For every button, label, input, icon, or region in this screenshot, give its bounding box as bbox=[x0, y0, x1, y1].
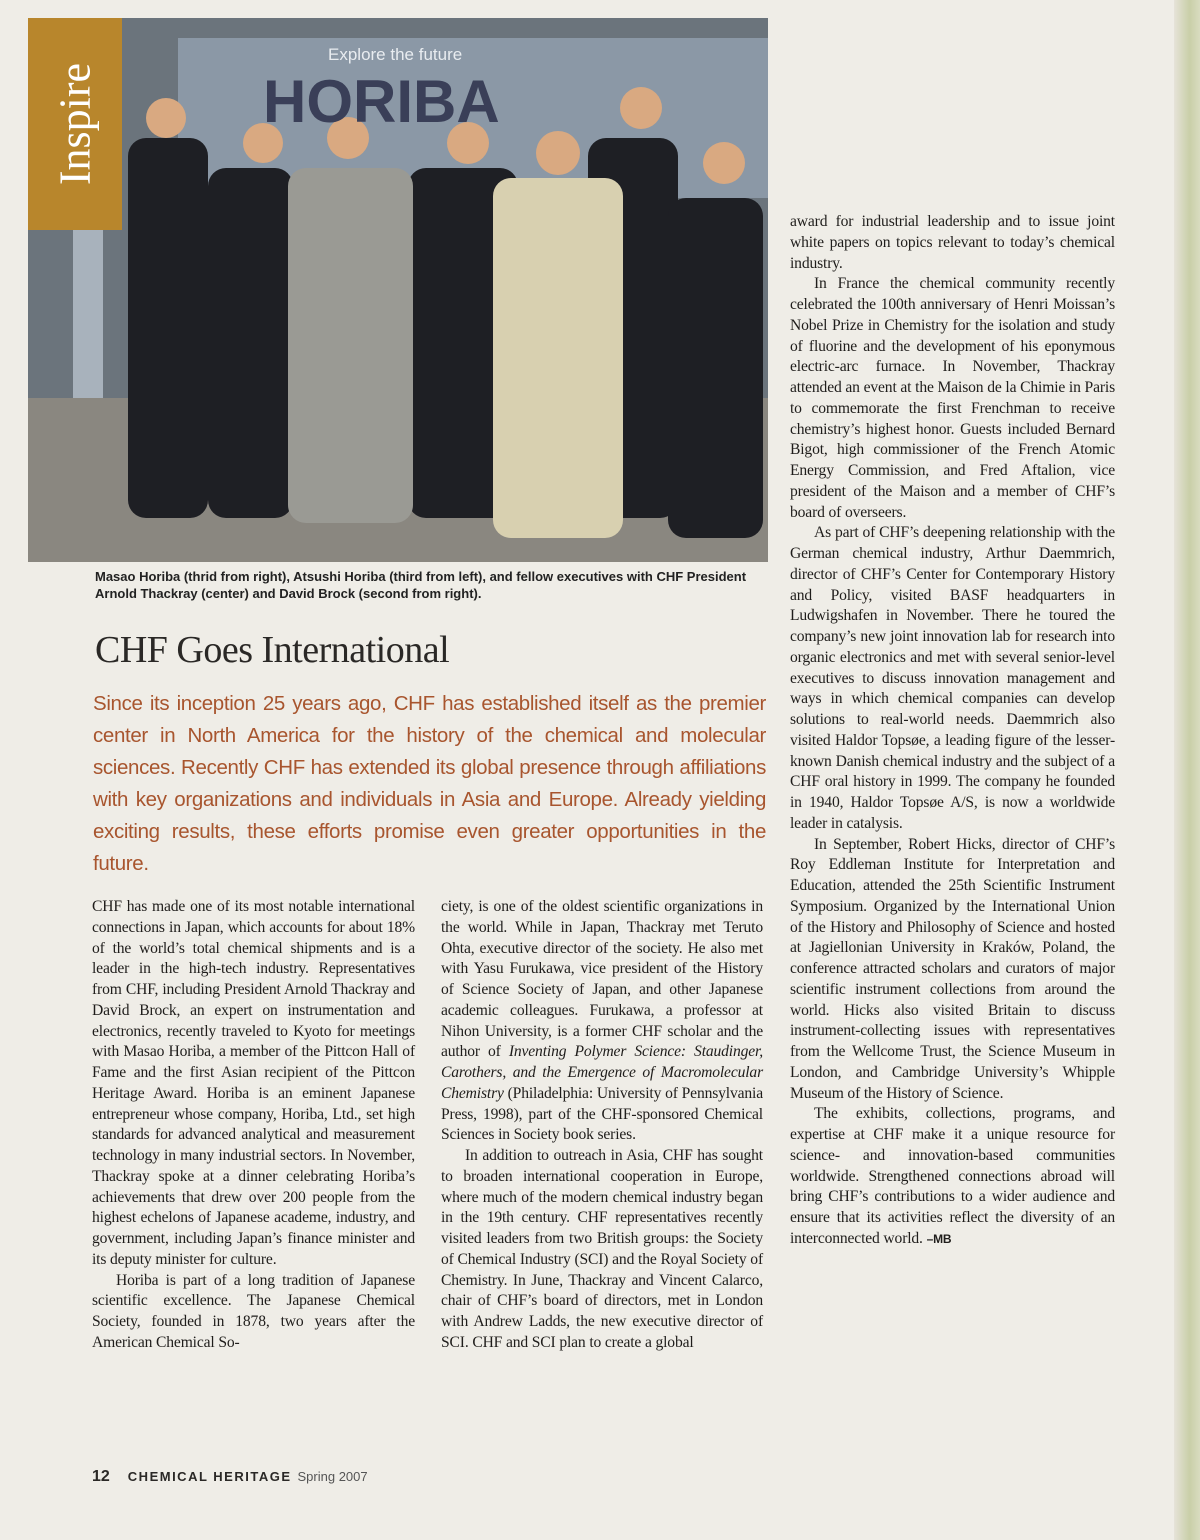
paragraph: In September, Robert Hicks, director of CHF’s Roy Eddleman Institute for Interpretation and Education, attended the 25th Scientific Instrument Symposium. Organized by the International Union of the History and Philosophy of Science and hosted at Jagiellonian University in Kraków, Poland, the conference attracted scholars and curators of major scientific instrument collections from around the world. Hicks also visited Britain to discuss instrument-collecting issues with representatives from the Wellcome Trust, the Science Museum in London, and Cambridge University’s Whipple Museum of the History of Science. bbox=[790, 835, 1115, 1102]
paragraph: In France the chemical community recently celebrated the 100th anniversary of Henri Moissan’s Nobel Prize in Chemistry for the isolation and study of fluorine and the development of his eponymous electric-arc furnace. In November, Thackray attended an event at the Maison de la Chimie in Paris to commemorate the first Frenchman to receive chemistry’s highest honor. Guests included Bernard Bigot, high commissioner of the French Atomic Energy Commission, and Fred Aftalion, vice president of the Maison and a member of CHF’s board of overseers. bbox=[790, 275, 1115, 521]
paragraph bbox=[441, 897, 763, 1146]
paragraph: As part of CHF’s deepening relationship with the German chemical industry, Arthur Daemmrich, director of CHF’s Center for Contemporary History and Policy, visited BASF headquarters in Ludwigshafen in November. There he toured the company’s new joint innovation lab for research into organic electronics and met with several senior-level executives to discuss innovation management and ways in which chemical companies can develop solutions to real-world needs. Daemmrich also visited Haldor Topsøe, a leading figure of the lesser-known Danish chemical industry and the subject of a CHF oral history in 1999. The company he founded in 1940, Haldor Topsøe A/S, is now a worldwide leader in catalysis. bbox=[790, 524, 1115, 832]
text: ciety, is one of the oldest scientific organizations in the world. While in Japan, Thackray met Teruto Ohta, executive director of the society. He also met with Yasu Furukawa, vice president of the History of Science Society of Japan, and other Japanese academic colleagues. Furukawa, a professor at Nihon University, is a former CHF scholar and the author of bbox=[441, 898, 763, 1061]
body-column-2 bbox=[441, 897, 763, 1354]
page-edge bbox=[1174, 0, 1200, 1540]
body-column-3 bbox=[790, 212, 1115, 1250]
section-tab-label: Inspire bbox=[50, 62, 100, 186]
paragraph: CHF has made one of its most notable international connections in Japan, which accounts for about 18% of the world’s total chemical shipments and is a leader in the high-tech industry. Representatives from CHF, including President Arnold Thackray and David Brock, an expert on instrumentation and electronics, recently traveled to Kyoto for meetings with Masao Horiba, a member of the Pittcon Hall of Fame and the first Asian recipient of the Pittcon Heritage Award. Horiba is an eminent Japanese entrepreneur whose company, Horiba, Ltd., set high standards for advanced analytical and measurement technology in many industrial sectors. In November, Thackray spoke at a dinner celebrating Horiba’s achievements that drew over 200 people from the highest echelons of Japanese academe, industry, and government, including Japan’s finance minister and its deputy minister for culture. bbox=[92, 898, 415, 1268]
magazine-name: CHEMICAL HERITAGE bbox=[127, 1469, 292, 1484]
body-column-1 bbox=[92, 897, 415, 1354]
sign-text: HORIBA bbox=[263, 68, 500, 135]
text: The exhibits, collections, programs, and expertise at CHF make it a unique resource for science- and innovation-based communities worldwide. Strengthened connections abroad will bring CHF’s contributions to a wider audience and ensure that its activities reflect the diversity of an interconnected world. bbox=[790, 1105, 1115, 1247]
paragraph: In addition to outreach in Asia, CHF has sought to broaden international cooperation in Europe, where much of the modern chemical industry began in the 19th century. CHF representatives recently visited leaders from two British groups: the Society of Chemical Industry (SCI) and the Royal Society of Chemistry. In June, Thackray and Vincent Calarco, chair of CHF’s board of directors, met in London with Andrew Ladds, the new executive director of SCI. CHF and SCI plan to create a global bbox=[441, 1147, 763, 1351]
paragraph bbox=[790, 1104, 1115, 1249]
section-tab bbox=[28, 18, 122, 230]
text: (Philadelphia: University of Pennsylvania Press, 1998), part of the CHF-sponsored Chemical Sciences in Society book series. bbox=[441, 1084, 763, 1144]
group-photo bbox=[28, 18, 768, 562]
author-signature: –MB bbox=[926, 1231, 952, 1246]
book-title: Inventing Polymer Science: Staudinger, Carothers, and the Emergence of Macromolecular Chemistry bbox=[441, 1043, 763, 1102]
page-footer bbox=[92, 1468, 368, 1486]
paragraph: award for industrial leadership and to issue joint white papers on topics relevant to today’s chemical industry. bbox=[790, 213, 1115, 272]
photo-caption: Masao Horiba (thrid from right), Atsushi Horiba (third from left), and fellow executives with CHF President Arnold Thackray (center) and David Brock (second from right). bbox=[95, 569, 747, 601]
issue-label: Spring 2007 bbox=[297, 1469, 368, 1484]
sign-tagline: Explore the future bbox=[328, 45, 463, 64]
page-number: 12 bbox=[92, 1468, 110, 1485]
article-lead: Since its inception 25 years ago, CHF has established itself as the premier center in North America for the history of the chemical and molecular sciences. Recently CHF has extended its global presence through affiliations with key organizations and individuals in Asia and Europe. Already yielding exciting results, these efforts promise even greater opportunities in the future. bbox=[93, 692, 766, 875]
paragraph: Horiba is part of a long tradition of Japanese scientific excellence. The Japanese Chemical Society, founded in 1878, two years after the American Chemical So- bbox=[92, 1271, 415, 1351]
article-title: CHF Goes International bbox=[95, 629, 450, 671]
